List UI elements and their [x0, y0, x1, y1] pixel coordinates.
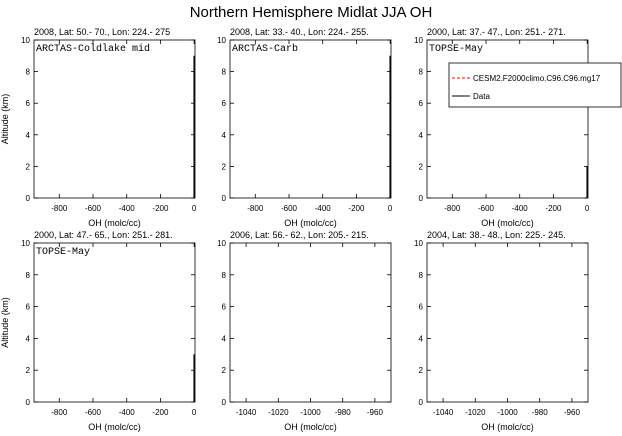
x-tick-label: -1020 [465, 408, 486, 417]
x-tick-label: 0 [584, 204, 590, 213]
region-label: TOPSE-May [36, 247, 91, 258]
y-tick-label: 6 [25, 99, 30, 109]
y-tick-label: 2 [25, 366, 30, 376]
panel-title: 2006, Lat: 56.- 62., Lon: 205.- 215. [230, 230, 369, 240]
x-tick-label: -960 [563, 408, 580, 417]
x-tick-label: -1020 [268, 408, 289, 417]
x-tick-label: -800 [51, 408, 68, 417]
panel-title: 2000, Lat: 47.- 65., Lon: 251.- 281. [34, 230, 173, 240]
y-tick-label: 8 [221, 270, 226, 280]
x-tick-label: -200 [545, 204, 562, 213]
y-tick-label: 4 [25, 334, 30, 344]
y-tick-label: 4 [221, 130, 226, 140]
region-label: ARCTAS-Carb [232, 44, 299, 55]
x-axis-label: OH (molc/cc) [88, 218, 141, 228]
legend-label-data: Data [473, 92, 490, 101]
x-tick-label: -400 [314, 204, 331, 213]
region-label: ARCTAS-Coldlake mid [36, 44, 151, 55]
x-tick-label: -960 [366, 408, 383, 417]
x-tick-label: -200 [152, 408, 169, 417]
y-axis-label: Altitude (km) [0, 297, 10, 348]
x-axis-label: OH (molc/cc) [481, 422, 534, 432]
y-tick-label: 10 [21, 36, 30, 45]
panel-title: 2000, Lat: 37.- 47., Lon: 251.- 271. [427, 27, 566, 37]
x-tick-label: -1000 [497, 408, 518, 417]
y-tick-label: 0 [25, 194, 30, 203]
region-label: TOPSE-May [429, 44, 484, 55]
x-axis-label: OH (molc/cc) [88, 422, 141, 432]
x-axis-label: OH (molc/cc) [481, 218, 534, 228]
y-tick-label: 8 [25, 270, 30, 280]
panel-4 [0, 230, 197, 432]
legend-label-model: CESM2.F2000climo.C96.C96.mg17 [473, 74, 601, 83]
x-tick-label: -200 [348, 204, 365, 213]
x-tick-label: -600 [280, 204, 298, 213]
y-tick-label: 8 [418, 270, 423, 280]
x-tick-label: -200 [152, 204, 169, 213]
panel-1 [0, 27, 197, 228]
x-tick-label: -800 [51, 204, 68, 213]
x-tick-label: -980 [531, 408, 548, 417]
x-tick-label: 0 [191, 408, 197, 417]
y-tick-label: 6 [418, 302, 423, 312]
panel-5 [217, 230, 391, 432]
y-tick-label: 8 [221, 67, 226, 77]
y-tick-label: 10 [414, 239, 423, 248]
y-tick-label: 2 [418, 162, 423, 172]
y-tick-label: 4 [25, 130, 30, 140]
panel-title: 2008, Lat: 50.- 70., Lon: 224.- 275 [34, 27, 171, 37]
plot-frame [230, 243, 391, 402]
y-tick-label: 0 [221, 194, 226, 203]
panel-2 [217, 27, 393, 228]
x-tick-label: -1000 [300, 408, 321, 417]
y-tick-label: 0 [418, 194, 423, 203]
x-tick-label: -400 [118, 408, 135, 417]
x-tick-label: 0 [191, 204, 197, 213]
y-tick-label: 4 [418, 334, 423, 344]
y-tick-label: 8 [25, 67, 30, 77]
y-tick-label: 0 [418, 398, 423, 407]
y-axis-label: Altitude (km) [0, 93, 10, 145]
y-tick-label: 4 [418, 130, 423, 140]
x-tick-label: -400 [118, 204, 135, 213]
y-tick-label: 6 [221, 99, 226, 109]
panel-title: 2008, Lat: 33.- 40., Lon: 224.- 255. [230, 27, 369, 37]
panel-3 [414, 27, 590, 228]
legend [449, 63, 621, 107]
y-tick-label: 6 [221, 302, 226, 312]
y-tick-label: 10 [217, 239, 226, 248]
plot-frame [230, 40, 391, 198]
y-tick-label: 4 [221, 334, 226, 344]
panel-title: 2004, Lat: 38.- 48., Lon: 225.- 245. [427, 230, 566, 240]
plot-frame [34, 40, 195, 198]
plot-frame [427, 243, 588, 402]
x-tick-label: -800 [247, 204, 264, 213]
x-tick-label: 0 [387, 204, 393, 213]
x-tick-label: -800 [444, 204, 461, 213]
y-tick-label: 6 [25, 302, 30, 312]
y-tick-label: 10 [414, 36, 423, 45]
x-tick-label: -1040 [432, 408, 454, 417]
x-tick-label: -600 [84, 204, 102, 213]
x-tick-label: -980 [334, 408, 351, 417]
plot-frame [34, 243, 195, 402]
x-tick-label: -600 [477, 204, 495, 213]
x-axis-label: OH (molc/cc) [284, 218, 337, 228]
x-tick-label: -400 [511, 204, 528, 213]
x-tick-label: -1040 [235, 408, 257, 417]
y-tick-label: 8 [418, 67, 423, 77]
y-tick-label: 2 [221, 162, 226, 172]
y-tick-label: 6 [418, 99, 423, 109]
y-tick-label: 10 [21, 239, 30, 248]
y-tick-label: 2 [418, 366, 423, 376]
panel-6 [414, 230, 588, 432]
y-tick-label: 2 [25, 162, 30, 172]
y-tick-label: 10 [217, 36, 226, 45]
y-tick-label: 2 [221, 366, 226, 376]
figure-title: Northern Hemisphere Midlat JJA OH [189, 4, 433, 21]
y-tick-label: 0 [25, 398, 30, 407]
y-tick-label: 0 [221, 398, 226, 407]
x-axis-label: OH (molc/cc) [284, 422, 337, 432]
x-tick-label: -600 [84, 408, 102, 417]
